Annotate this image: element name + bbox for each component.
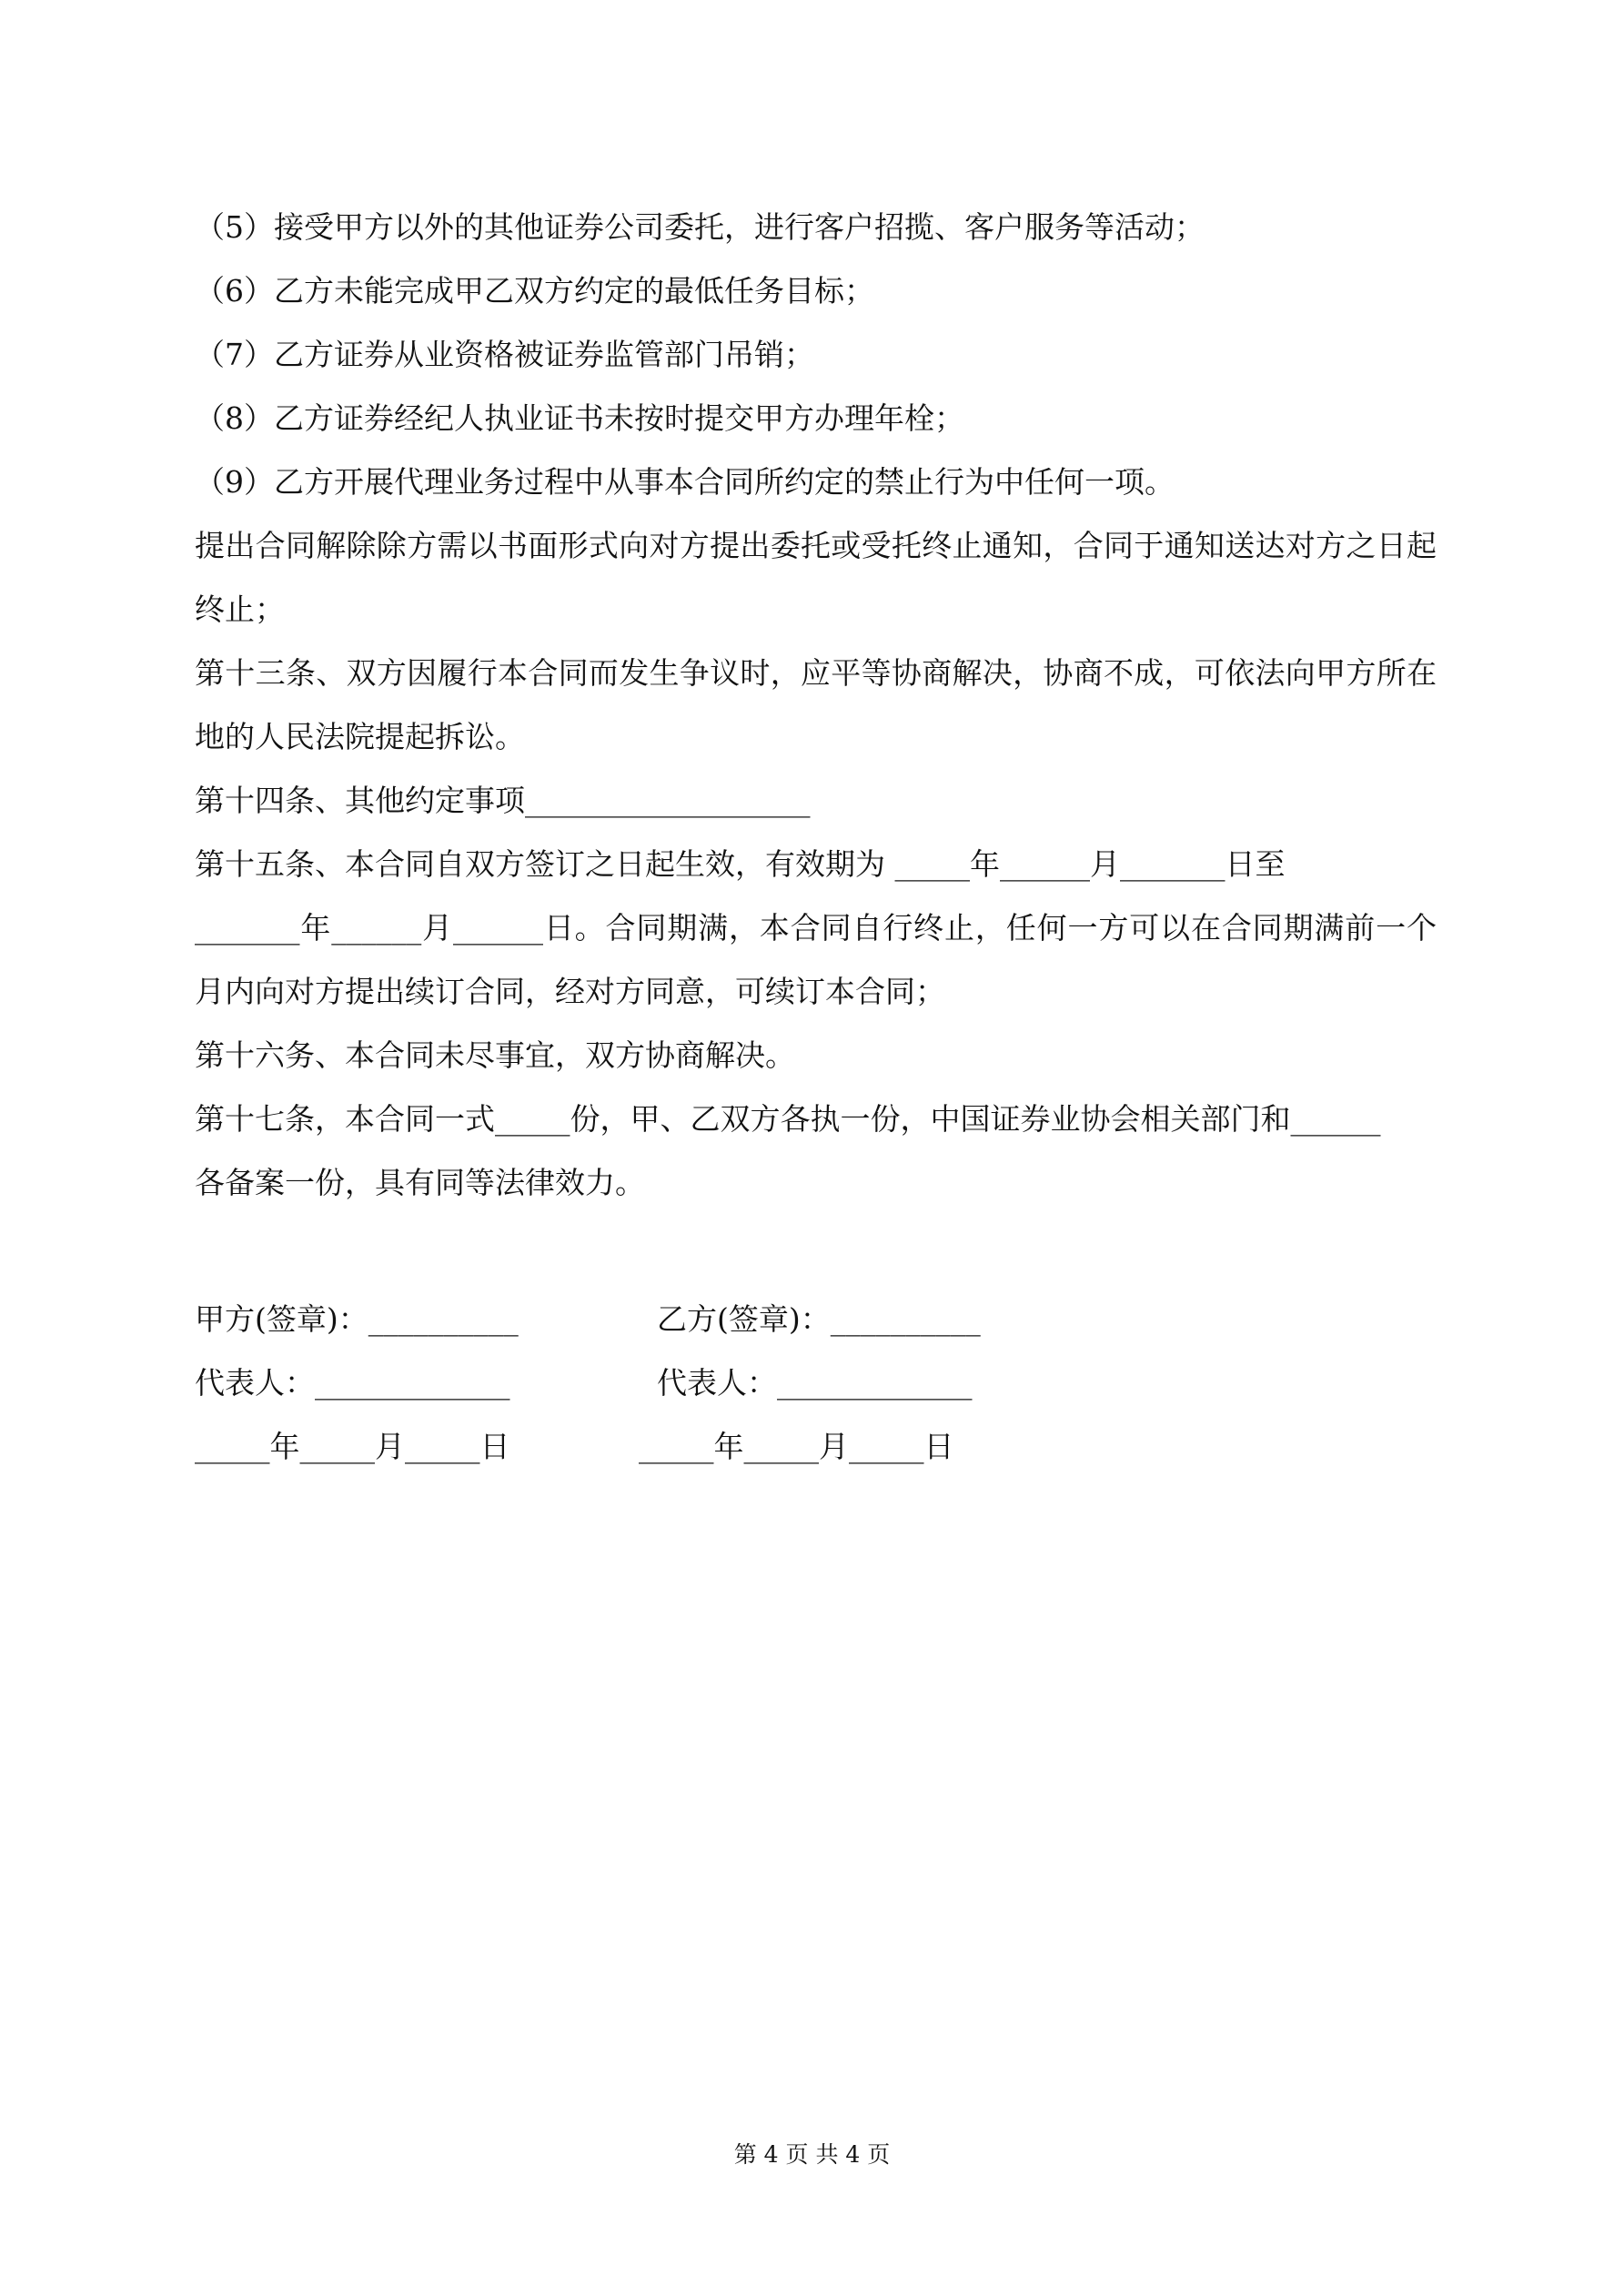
article-14-paragraph: 第十四条、其他约定事项___________________ [195,783,811,818]
article-17-line-1: 第十七条，本合同一式_____份，甲、乙双方各执一份，中国证券业协会相关部门和______ [195,1101,1381,1137]
clause-item-5: （5）接受甲方以外的其他证券公司委托，进行客户招揽、客户服务等活动； [195,209,1205,245]
article-15-line-1: 第十五条、本合同自双方签订之日起生效，有效期为 _____年______月_______日至 [195,846,1286,882]
party-b-date: _____年_____月_____日 [639,1429,954,1464]
page-number-footer: 第 4 页 共 4 页 [733,2141,891,2168]
clause-item-8: （8）乙方证券经纪人执业证书未按时提交甲方办理年栓； [195,400,964,436]
termination-notice-paragraph: 提出合同解除除方需以书面形式向对方提出委托或受托终止通知，合同于通知送达对方之日起终止； [195,528,1437,627]
party-b-signature-label: 乙方(签章)：__________ [657,1301,981,1337]
party-a-representative-label: 代表人：_____________ [195,1365,510,1401]
party-b-representative-label: 代表人：_____________ [657,1365,973,1401]
party-a-signature-label: 甲方(签章)：__________ [195,1301,519,1337]
article-13-paragraph: 第十三条、双方因履行本合同而发生争议时，应平等协商解决，协商不成，可依法向甲方所在地的人民法院提起拆讼。 [195,655,1437,754]
article-16-paragraph: 第十六务、本合同未尽事宜，双方协商解决。 [195,1037,795,1073]
article-17-line-2: 各备案一份，具有同等法律效力。 [195,1165,645,1200]
article-15-rest: _______年______月______日。合同期满，本合同自行终止，任何一方可以在合同期满前一个月内向对方提出续订合同，经对方同意，可续订本合同； [195,910,1437,1009]
clause-item-6: （6）乙方未能完成甲乙双方约定的最低任务目标； [195,273,874,308]
clause-item-7: （7）乙方证券从业资格被证券监管部门吊销； [195,337,814,372]
party-a-date: _____年_____月_____日 [195,1429,510,1464]
contract-body [195,196,1437,1215]
clause-item-9: （9）乙方开展代理业务过程中从事本合同所约定的禁止行为中任何一项。 [195,464,1175,500]
